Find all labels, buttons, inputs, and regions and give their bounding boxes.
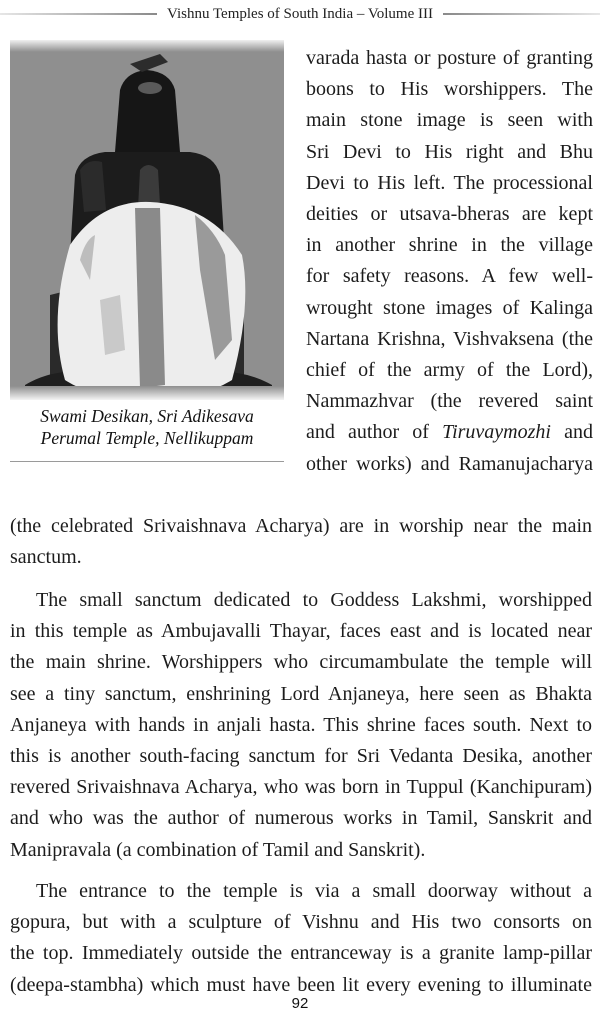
- text-line: Manipravala (a combination of Tamil and Sanskrit).: [10, 838, 426, 861]
- text-line: in another shrine in the village: [306, 234, 593, 257]
- text-line: Nartana Krishna, Vishvaksena (the: [306, 327, 593, 350]
- text-line: the main shrine. Worshippers who circumambulate the temple will: [10, 651, 592, 674]
- text-line: gopura, but with a sculpture of Vishnu and His two consorts on: [10, 911, 592, 934]
- text-line: and who was the author of numerous works in Tamil, Sanskrit and: [10, 807, 592, 830]
- paragraph-2: [10, 585, 592, 866]
- header-rule-left: [0, 13, 157, 15]
- text-segment: and author of: [306, 421, 429, 444]
- running-title: Vishnu Temples of South India – Volume III: [167, 5, 433, 22]
- text-line: Devi to His left. The processional: [306, 171, 593, 194]
- text-line: in this temple as Ambujavalli Thayar, faces east and is located near: [10, 620, 592, 643]
- text-line: Anjaneya with hands in anjali hasta. This shrine faces south. Next to: [10, 713, 592, 736]
- caption-line-1: Swami Desikan, Sri Adikesava: [40, 406, 254, 426]
- text-line: for safety reasons. A few well-: [306, 265, 593, 288]
- text-line: varada hasta or posture of granting: [306, 47, 593, 69]
- figure-caption: [10, 400, 284, 449]
- text-line: main stone image is seen with: [306, 109, 593, 132]
- text-line: deities or utsava-bheras are kept: [306, 203, 593, 226]
- text-line: see a tiny sanctum, enshrining Lord Anjaneya, here seen as Bhakta: [10, 682, 592, 705]
- italic-title-tiruvaymozhi: Tiruvaymozhi: [442, 421, 551, 444]
- text-line: chief of the army of the Lord),: [306, 359, 593, 382]
- photo-fade-bottom: [10, 386, 284, 400]
- page-number: 92: [291, 995, 309, 1012]
- paragraph-3: [10, 876, 592, 1001]
- text-segment: and: [564, 421, 593, 444]
- right-column-text: [306, 43, 593, 480]
- text-line-with-italic: [306, 417, 593, 448]
- statue-illustration-icon: [10, 40, 284, 400]
- caption-rule: [10, 461, 284, 462]
- caption-line-2: Perumal Temple, Nellikuppam: [40, 428, 254, 448]
- photo-swami-desikan-icon: [10, 40, 284, 400]
- text-line: revered Srivaishnava Acharya, who was born in Tuppul (Kanchipuram): [10, 776, 592, 799]
- text-line: boons to His worshippers. The: [306, 78, 593, 101]
- running-header: [0, 3, 600, 25]
- text-line: other works) and Ramanujacharya: [306, 452, 593, 475]
- text-line: Sri Devi to His right and Bhu: [306, 140, 593, 163]
- text-line: Nammazhvar (the revered saint: [306, 390, 593, 413]
- text-line: sanctum.: [10, 546, 82, 569]
- paragraph-1-continuation: [10, 511, 592, 573]
- text-line: the top. Immediately outside the entranceway is a granite lamp-pillar: [10, 942, 592, 965]
- text-line: (the celebrated Srivaishnava Acharya) are in worship near the main: [10, 515, 592, 537]
- photo-fade-top: [10, 40, 284, 52]
- text-line: this is another south-facing sanctum for Sri Vedanta Desika, another: [10, 745, 592, 768]
- text-line: wrought stone images of Kalinga: [306, 296, 593, 319]
- text-line: The entrance to the temple is via a small doorway without a: [36, 880, 592, 902]
- text-line: (deepa-stambha) which must have been lit every evening to illuminate: [10, 973, 592, 996]
- figure: [10, 40, 284, 449]
- text-line: The small sanctum dedicated to Goddess Lakshmi, worshipped: [36, 589, 592, 611]
- header-rule-right: [443, 13, 600, 15]
